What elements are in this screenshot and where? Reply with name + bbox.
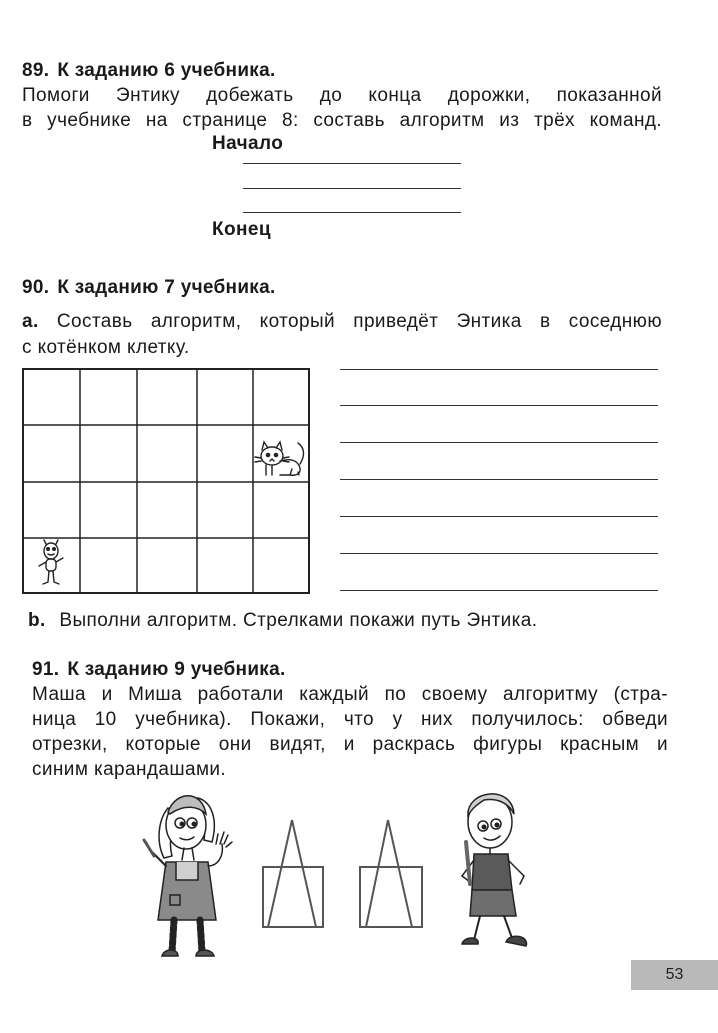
task-89-heading xyxy=(22,60,276,82)
page-number-badge xyxy=(631,960,718,990)
path-grid[interactable] xyxy=(22,368,311,596)
answer-line[interactable] xyxy=(340,479,658,480)
task-91-text-line1: Маша и Миша работали каждый по своему алгоритму (стра- xyxy=(32,684,668,705)
answer-line[interactable] xyxy=(340,553,658,554)
triangle-square-figure xyxy=(360,820,422,927)
task-91-heading xyxy=(32,659,286,681)
task-90a-line2: с котёнком клетку. xyxy=(22,337,190,358)
part-a-text: Составь алгоритм, который приведёт Энтика в соседнюю xyxy=(56,311,662,332)
entik-icon xyxy=(39,540,63,584)
answer-line[interactable] xyxy=(243,212,461,213)
page-number: 53 xyxy=(665,966,684,983)
part-b-letter: b. xyxy=(28,610,46,631)
masha-girl-illustration xyxy=(144,796,232,956)
illustration xyxy=(140,780,560,965)
task-89-number: 89. xyxy=(22,60,50,81)
part-b-text: Выполни алгоритм. Стрелками покажи путь Энтика. xyxy=(59,610,538,631)
misha-boy-illustration xyxy=(462,794,527,946)
answer-line[interactable] xyxy=(340,405,658,406)
task-89-title: К заданию 6 учебника. xyxy=(57,60,276,81)
task-89-text-line1: Помоги Энтику добежать до конца дорожки, показанной xyxy=(22,85,662,106)
task-91-text-line4: синим карандашами. xyxy=(32,759,227,780)
task-91-number: 91. xyxy=(32,659,60,680)
answer-line[interactable] xyxy=(340,442,658,443)
task-90-heading xyxy=(22,277,276,299)
end-label: Конец xyxy=(212,219,271,240)
answer-line[interactable] xyxy=(340,590,658,591)
answer-line[interactable] xyxy=(243,188,461,189)
task-90b-line xyxy=(28,608,537,634)
answer-line[interactable] xyxy=(243,163,461,164)
task-90-number: 90. xyxy=(22,277,50,298)
task-91-title: К заданию 9 учебника. xyxy=(67,659,286,680)
task-90a-line1 xyxy=(22,309,662,335)
part-a-letter: a. xyxy=(22,311,39,332)
start-label: Начало xyxy=(212,133,284,154)
task-91-text-line3: отрезки, которые они видят, и раскрась фигуры красным и xyxy=(32,734,668,755)
answer-line[interactable] xyxy=(340,516,658,517)
answer-line[interactable] xyxy=(340,369,658,370)
triangle-square-figure xyxy=(263,820,323,927)
task-89-text-line2: в учебнике на странице 8: составь алгоритм из трёх команд. xyxy=(22,110,662,131)
task-90-title: К заданию 7 учебника. xyxy=(57,277,276,298)
kitten-icon xyxy=(255,442,304,475)
task-91-text-line2: ница 10 учебника). Покажи, что у них получилось: обведи xyxy=(32,709,668,730)
